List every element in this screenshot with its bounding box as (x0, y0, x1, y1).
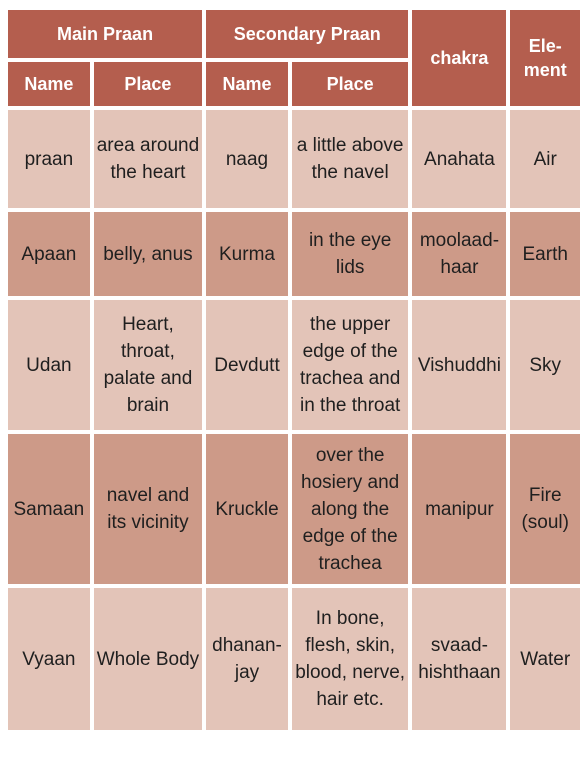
header-sec-place: Place (292, 62, 409, 106)
cell-main-name: Samaan (8, 434, 90, 584)
cell-main-place: belly, anus (94, 212, 202, 296)
cell-chakra: Anahata (412, 110, 506, 208)
cell-main-place: Whole Body (94, 588, 202, 730)
cell-chakra: svaad- hishthaan (412, 588, 506, 730)
cell-sec-place: a little above the navel (292, 110, 409, 208)
cell-main-place: navel and its vicinity (94, 434, 202, 584)
cell-main-name: Vyaan (8, 588, 90, 730)
cell-sec-place: over the hosiery and along the edge of the trachea (292, 434, 409, 584)
praan-table (4, 6, 584, 734)
header-chakra: chakra (412, 10, 506, 106)
cell-element: Water (510, 588, 580, 730)
cell-sec-name: Kurma (206, 212, 288, 296)
header-row-top (8, 10, 580, 58)
cell-sec-name: Kruckle (206, 434, 288, 584)
cell-main-name: praan (8, 110, 90, 208)
cell-sec-name: dhanan- jay (206, 588, 288, 730)
cell-element: Fire (soul) (510, 434, 580, 584)
cell-sec-place: the upper edge of the trachea and in the throat (292, 300, 409, 430)
table-row (8, 588, 580, 730)
cell-main-place: area around the heart (94, 110, 202, 208)
header-sec-name: Name (206, 62, 288, 106)
cell-sec-name: Devdutt (206, 300, 288, 430)
cell-chakra: moolaad- haar (412, 212, 506, 296)
cell-sec-place: in the eye lids (292, 212, 409, 296)
cell-chakra: Vishuddhi (412, 300, 506, 430)
cell-sec-name: naag (206, 110, 288, 208)
header-element (510, 10, 580, 106)
header-main-place: Place (94, 62, 202, 106)
cell-main-name: Udan (8, 300, 90, 430)
cell-element: Sky (510, 300, 580, 430)
table-row (8, 212, 580, 296)
cell-chakra: manipur (412, 434, 506, 584)
cell-main-name: Apaan (8, 212, 90, 296)
header-main-praan: Main Praan (8, 10, 202, 58)
table-row (8, 300, 580, 430)
table-row (8, 434, 580, 584)
cell-element: Air (510, 110, 580, 208)
header-element-text: Ele- ment (523, 36, 567, 80)
cell-main-place: Heart, throat, palate and brain (94, 300, 202, 430)
cell-element: Earth (510, 212, 580, 296)
cell-sec-place: In bone, flesh, skin, blood, nerve, hair etc. (292, 588, 409, 730)
header-main-name: Name (8, 62, 90, 106)
header-secondary-praan: Secondary Praan (206, 10, 408, 58)
table-row (8, 110, 580, 208)
